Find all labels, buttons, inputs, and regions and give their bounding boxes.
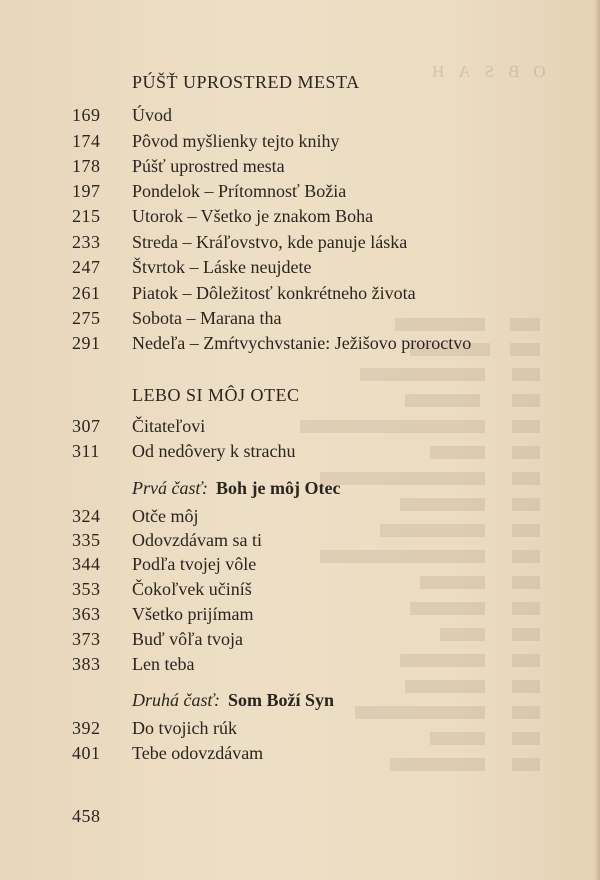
page-number: 392: [72, 718, 101, 738]
toc-entry: [0, 629, 600, 653]
toc-entry: [0, 131, 600, 155]
toc-entry: [0, 604, 600, 628]
page-number: 401: [72, 743, 101, 763]
entry-title: Pondelok – Prítomnosť Božia: [132, 181, 347, 201]
entry-title: Utorok – Všetko je znakom Boha: [132, 206, 374, 226]
page-number: 197: [72, 181, 101, 201]
toc-entry: [0, 232, 600, 256]
page-edge-shadow: [594, 0, 600, 880]
toc-entry: [0, 506, 600, 530]
toc-entry: [0, 257, 600, 281]
page-number: 215: [72, 206, 101, 226]
entry-title: Podľa tvojej vôle: [132, 554, 257, 574]
entry-title: Sobota – Marana tha: [132, 308, 282, 328]
entry-title: Otče môj: [132, 506, 199, 526]
toc-entry: [0, 308, 600, 332]
entry-title: Pôvod myšlienky tejto knihy: [132, 131, 340, 151]
page-number: 311: [72, 441, 100, 461]
page-number: 307: [72, 416, 101, 436]
toc-entry: [0, 554, 600, 578]
entry-title: Len teba: [132, 654, 195, 674]
page-number: 261: [72, 283, 101, 303]
part-title-1: [132, 478, 341, 499]
page-number: 344: [72, 554, 101, 574]
page-number: 178: [72, 156, 101, 176]
entry-title: Všetko prijímam: [132, 604, 254, 624]
bleed-through-header: OBSAH: [418, 62, 546, 81]
toc-entry: [0, 206, 600, 230]
page-number: 373: [72, 629, 101, 649]
entry-title: Čitateľovi: [132, 416, 206, 436]
page-number: 324: [72, 506, 101, 526]
entry-title: Odovzdávam sa ti: [132, 530, 262, 550]
page-number: 169: [72, 105, 101, 125]
page-number: 383: [72, 654, 101, 674]
toc-entry: [0, 654, 600, 678]
part-name: Som Boží Syn: [228, 690, 335, 710]
toc-entry: [0, 283, 600, 307]
entry-title: Nedeľa – Zmŕtvychvstanie: Ježišovo proroctvo: [132, 333, 472, 353]
page-number: 335: [72, 530, 101, 550]
section-title-lebo: LEBO SI MÔJ OTEC: [132, 385, 300, 405]
page-number: 233: [72, 232, 101, 252]
page-number: 275: [72, 308, 101, 328]
part-lead: Druhá časť:: [132, 690, 221, 710]
entry-title: Úvod: [132, 105, 172, 125]
part-lead: Prvá časť:: [132, 478, 209, 498]
toc-entry: [0, 416, 600, 440]
toc-entry: [0, 156, 600, 180]
entry-title: Do tvojich rúk: [132, 718, 237, 738]
entry-title: Piatok – Dôležitosť konkrétneho života: [132, 283, 416, 303]
toc-entry: [0, 181, 600, 205]
toc-entry: [0, 333, 600, 357]
toc-entry: [0, 105, 600, 129]
part-name: Boh je môj Otec: [216, 478, 341, 498]
entry-title: Tebe odovzdávam: [132, 743, 264, 763]
page-number: 363: [72, 604, 101, 624]
page-number: 353: [72, 579, 101, 599]
entry-title: Štvrtok – Láske neujdete: [132, 257, 312, 277]
entry-title: Od nedôvery k strachu: [132, 441, 296, 461]
part-title-2: [132, 690, 334, 711]
toc-entry: [0, 743, 600, 767]
bottom-page-number: 458: [72, 806, 101, 826]
section-title-pust: PÚŠŤ UPROSTRED MESTA: [132, 72, 360, 92]
page-number: 291: [72, 333, 101, 353]
page-number: 174: [72, 131, 101, 151]
toc-entry: [0, 441, 600, 465]
entry-title: Púšť uprostred mesta: [132, 156, 285, 176]
entry-title: Streda – Kráľovstvo, kde panuje láska: [132, 232, 408, 252]
entry-title: Čokoľvek učiníš: [132, 579, 252, 599]
toc-entry: [0, 718, 600, 742]
page-number: 247: [72, 257, 101, 277]
toc-entry: [0, 579, 600, 603]
entry-title: Buď vôľa tvoja: [132, 629, 243, 649]
toc-entry: [0, 530, 600, 554]
